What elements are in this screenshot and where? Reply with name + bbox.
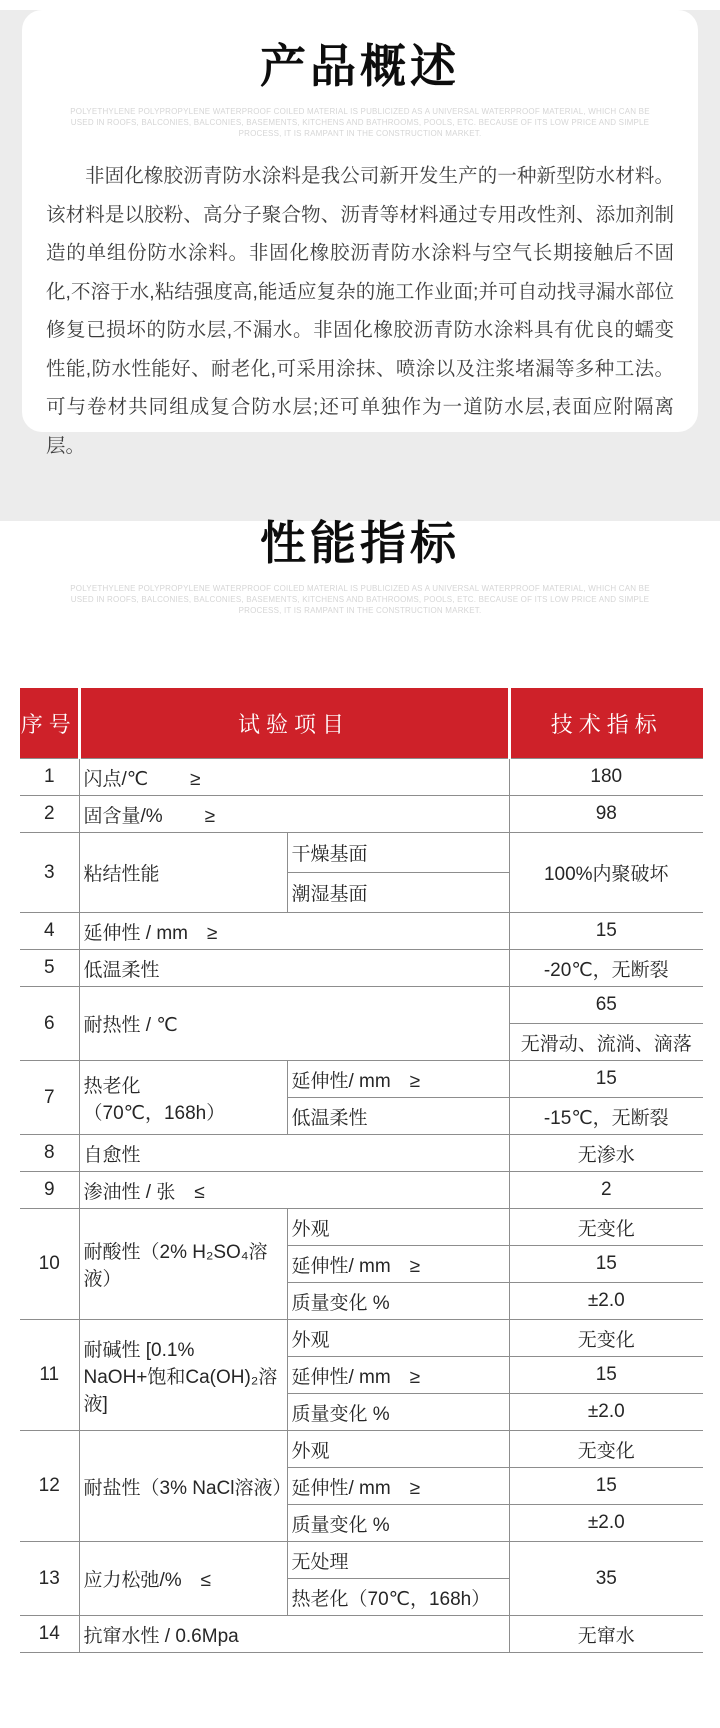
row-no-cell: 9 [20, 1172, 79, 1209]
indicator-cell: 180 [509, 759, 703, 796]
sub-item-cell: 外观 [287, 1431, 509, 1468]
table-row [20, 1431, 703, 1468]
row-no-cell: 5 [20, 950, 79, 987]
table-row [20, 1542, 703, 1579]
sub-item-cell: 延伸性/ mm ≥ [287, 1246, 509, 1283]
row-no-cell: 4 [20, 913, 79, 950]
header-cell-indicator: 技术指标 [509, 688, 703, 759]
indicator-cell: 15 [509, 1468, 703, 1505]
sub-item-cell: 外观 [287, 1209, 509, 1246]
test-item-cell [79, 759, 509, 796]
operator: ≥ [190, 768, 201, 790]
test-item-cell: 延伸性 / mm ≥ [79, 913, 509, 950]
indicator-cell: 2 [509, 1172, 703, 1209]
indicator-cell: -15℃，无断裂 [509, 1098, 703, 1135]
indicator-cell: ±2.0 [509, 1505, 703, 1542]
indicator-cell: 无变化 [509, 1209, 703, 1246]
table-row [20, 1135, 703, 1172]
test-item-label-line2: （70℃，168h） [83, 1102, 226, 1124]
table-row [20, 1172, 703, 1209]
indicator-cell: 65 [509, 987, 703, 1024]
test-item-label: 固含量/% [83, 805, 163, 827]
test-item-cell: 低温柔性 [79, 950, 509, 987]
table-row [20, 833, 703, 873]
spec-table [20, 688, 703, 1653]
test-item-label: 闪点/℃ [83, 768, 149, 790]
sub-item-cell: 热老化（70℃，168h） [287, 1579, 509, 1616]
indicator-cell: 无渗水 [509, 1135, 703, 1172]
row-no-cell: 10 [20, 1209, 79, 1320]
performance-subtitle: POLYETHYLENE POLYPROPYLENE WATERPROOF COILED MATERIAL IS PUBLICIZED AS A UNIVERSAL WATERPROOF MATERIAL, WHICH CAN BE USED IN ROOFS, BALCONIES, BALCONIES, BASEMENTS, KITCHENS AND BATHROOMS, POOLS, ETC. BECAUSE OF ITS LOW PRICE AND SIMPLE PROCESS, IT IS RAMPANT IN THE CONSTRUCTION MARKET. [70, 584, 650, 615]
sub-item-cell: 延伸性/ mm ≥ [287, 1061, 509, 1098]
row-no-cell: 14 [20, 1616, 79, 1653]
test-item-cell: 耐热性 / ℃ [79, 987, 509, 1061]
test-item-cell: 耐盐性（3% NaCl溶液） [79, 1431, 287, 1542]
row-no-cell: 1 [20, 759, 79, 796]
table-row [20, 950, 703, 987]
indicator-cell: 35 [509, 1542, 703, 1616]
test-item-cell: 耐酸性（2% H₂SO₄溶液） [79, 1209, 287, 1320]
table-row [20, 759, 703, 796]
performance-section [0, 515, 720, 1653]
test-item-label: 热老化 [83, 1075, 141, 1097]
row-no-cell: 8 [20, 1135, 79, 1172]
indicator-cell: 98 [509, 796, 703, 833]
performance-title: 性能指标 [260, 517, 460, 569]
row-no-cell: 12 [20, 1431, 79, 1542]
overview-card [22, 10, 698, 457]
sub-item-cell: 延伸性/ mm ≥ [287, 1468, 509, 1505]
overview-title: 产品概述 [260, 40, 460, 92]
test-item-cell [79, 1061, 287, 1135]
row-no-cell: 3 [20, 833, 79, 913]
indicator-cell: -20℃，无断裂 [509, 950, 703, 987]
test-item-cell: 耐碱性 [0.1% NaOH+饱和Ca(OH)₂溶液] [79, 1320, 287, 1431]
table-row [20, 913, 703, 950]
indicator-cell: ±2.0 [509, 1283, 703, 1320]
indicator-cell: 15 [509, 913, 703, 950]
row-no-cell: 2 [20, 796, 79, 833]
sub-item-cell: 质量变化 % [287, 1394, 509, 1431]
sub-item-cell: 质量变化 % [287, 1283, 509, 1320]
sub-item-cell: 无处理 [287, 1542, 509, 1579]
indicator-cell: 100%内聚破坏 [509, 833, 703, 913]
table-header-row [20, 688, 703, 759]
operator: ≥ [204, 805, 216, 827]
sub-item-cell: 延伸性/ mm ≥ [287, 1357, 509, 1394]
sub-item-cell: 潮湿基面 [287, 873, 509, 913]
test-item-cell [79, 796, 509, 833]
indicator-cell: ±2.0 [509, 1394, 703, 1431]
indicator-cell: 15 [509, 1246, 703, 1283]
row-no-cell: 11 [20, 1320, 79, 1431]
table-row [20, 1061, 703, 1098]
row-no-cell: 6 [20, 987, 79, 1061]
sub-item-cell: 低温柔性 [287, 1098, 509, 1135]
test-item-cell: 渗油性 / 张 ≤ [79, 1172, 509, 1209]
indicator-cell: 无变化 [509, 1320, 703, 1357]
indicator-cell: 15 [509, 1357, 703, 1394]
test-item-cell: 粘结性能 [79, 833, 287, 913]
test-item-cell: 应力松弛/% ≤ [79, 1542, 287, 1616]
indicator-cell: 无滑动、流淌、滴落 [509, 1024, 703, 1061]
test-item-cell: 抗窜水性 / 0.6Mpa [79, 1616, 509, 1653]
row-no-cell: 13 [20, 1542, 79, 1616]
sub-item-cell: 质量变化 % [287, 1505, 509, 1542]
indicator-cell: 15 [509, 1061, 703, 1098]
indicator-cell: 无变化 [509, 1431, 703, 1468]
table-row [20, 796, 703, 833]
table-row [20, 987, 703, 1024]
table-row [20, 1320, 703, 1357]
header-cell-no: 序号 [20, 688, 79, 759]
indicator-cell: 无窜水 [509, 1616, 703, 1653]
sub-item-cell: 干燥基面 [287, 833, 509, 873]
sub-item-cell: 外观 [287, 1320, 509, 1357]
row-no-cell: 7 [20, 1061, 79, 1135]
overview-subtitle: POLYETHYLENE POLYPROPYLENE WATERPROOF COILED MATERIAL IS PUBLICIZED AS A UNIVERSAL WATERPROOF MATERIAL, WHICH CAN BE USED IN ROOFS, BALCONIES, BALCONIES, BASEMENTS, KITCHENS AND BATHROOMS, POOLS, ETC. BECAUSE OF ITS LOW PRICE AND SIMPLE PROCESS, IT IS RAMPANT IN THE CONSTRUCTION MARKET. [70, 107, 650, 138]
table-row [20, 1616, 703, 1653]
test-item-cell: 自愈性 [79, 1135, 509, 1172]
table-row [20, 1209, 703, 1246]
overview-paragraph: 非固化橡胶沥青防水涂料是我公司新开发生产的一种新型防水材料。该材料是以胶粉、高分子聚合物、沥青等材料通过专用改性剂、添加剂制造的单组份防水涂料。非固化橡胶沥青防水涂料与空气长期接触后不固化,不溶于水,粘结强度高,能适应复杂的施工作业面;并可自动找寻漏水部位修复已损坏的防水层,不漏水。非固化橡胶沥青防水涂料具有优良的蠕变性能,防水性能好、耐老化,可采用涂抹、喷涂以及注浆堵漏等多种工法。可与卷材共同组成复合防水层;还可单独作为一道防水层,表面应附隔离层。 [46, 165, 674, 457]
header-cell-item: 试验项目 [79, 688, 509, 759]
